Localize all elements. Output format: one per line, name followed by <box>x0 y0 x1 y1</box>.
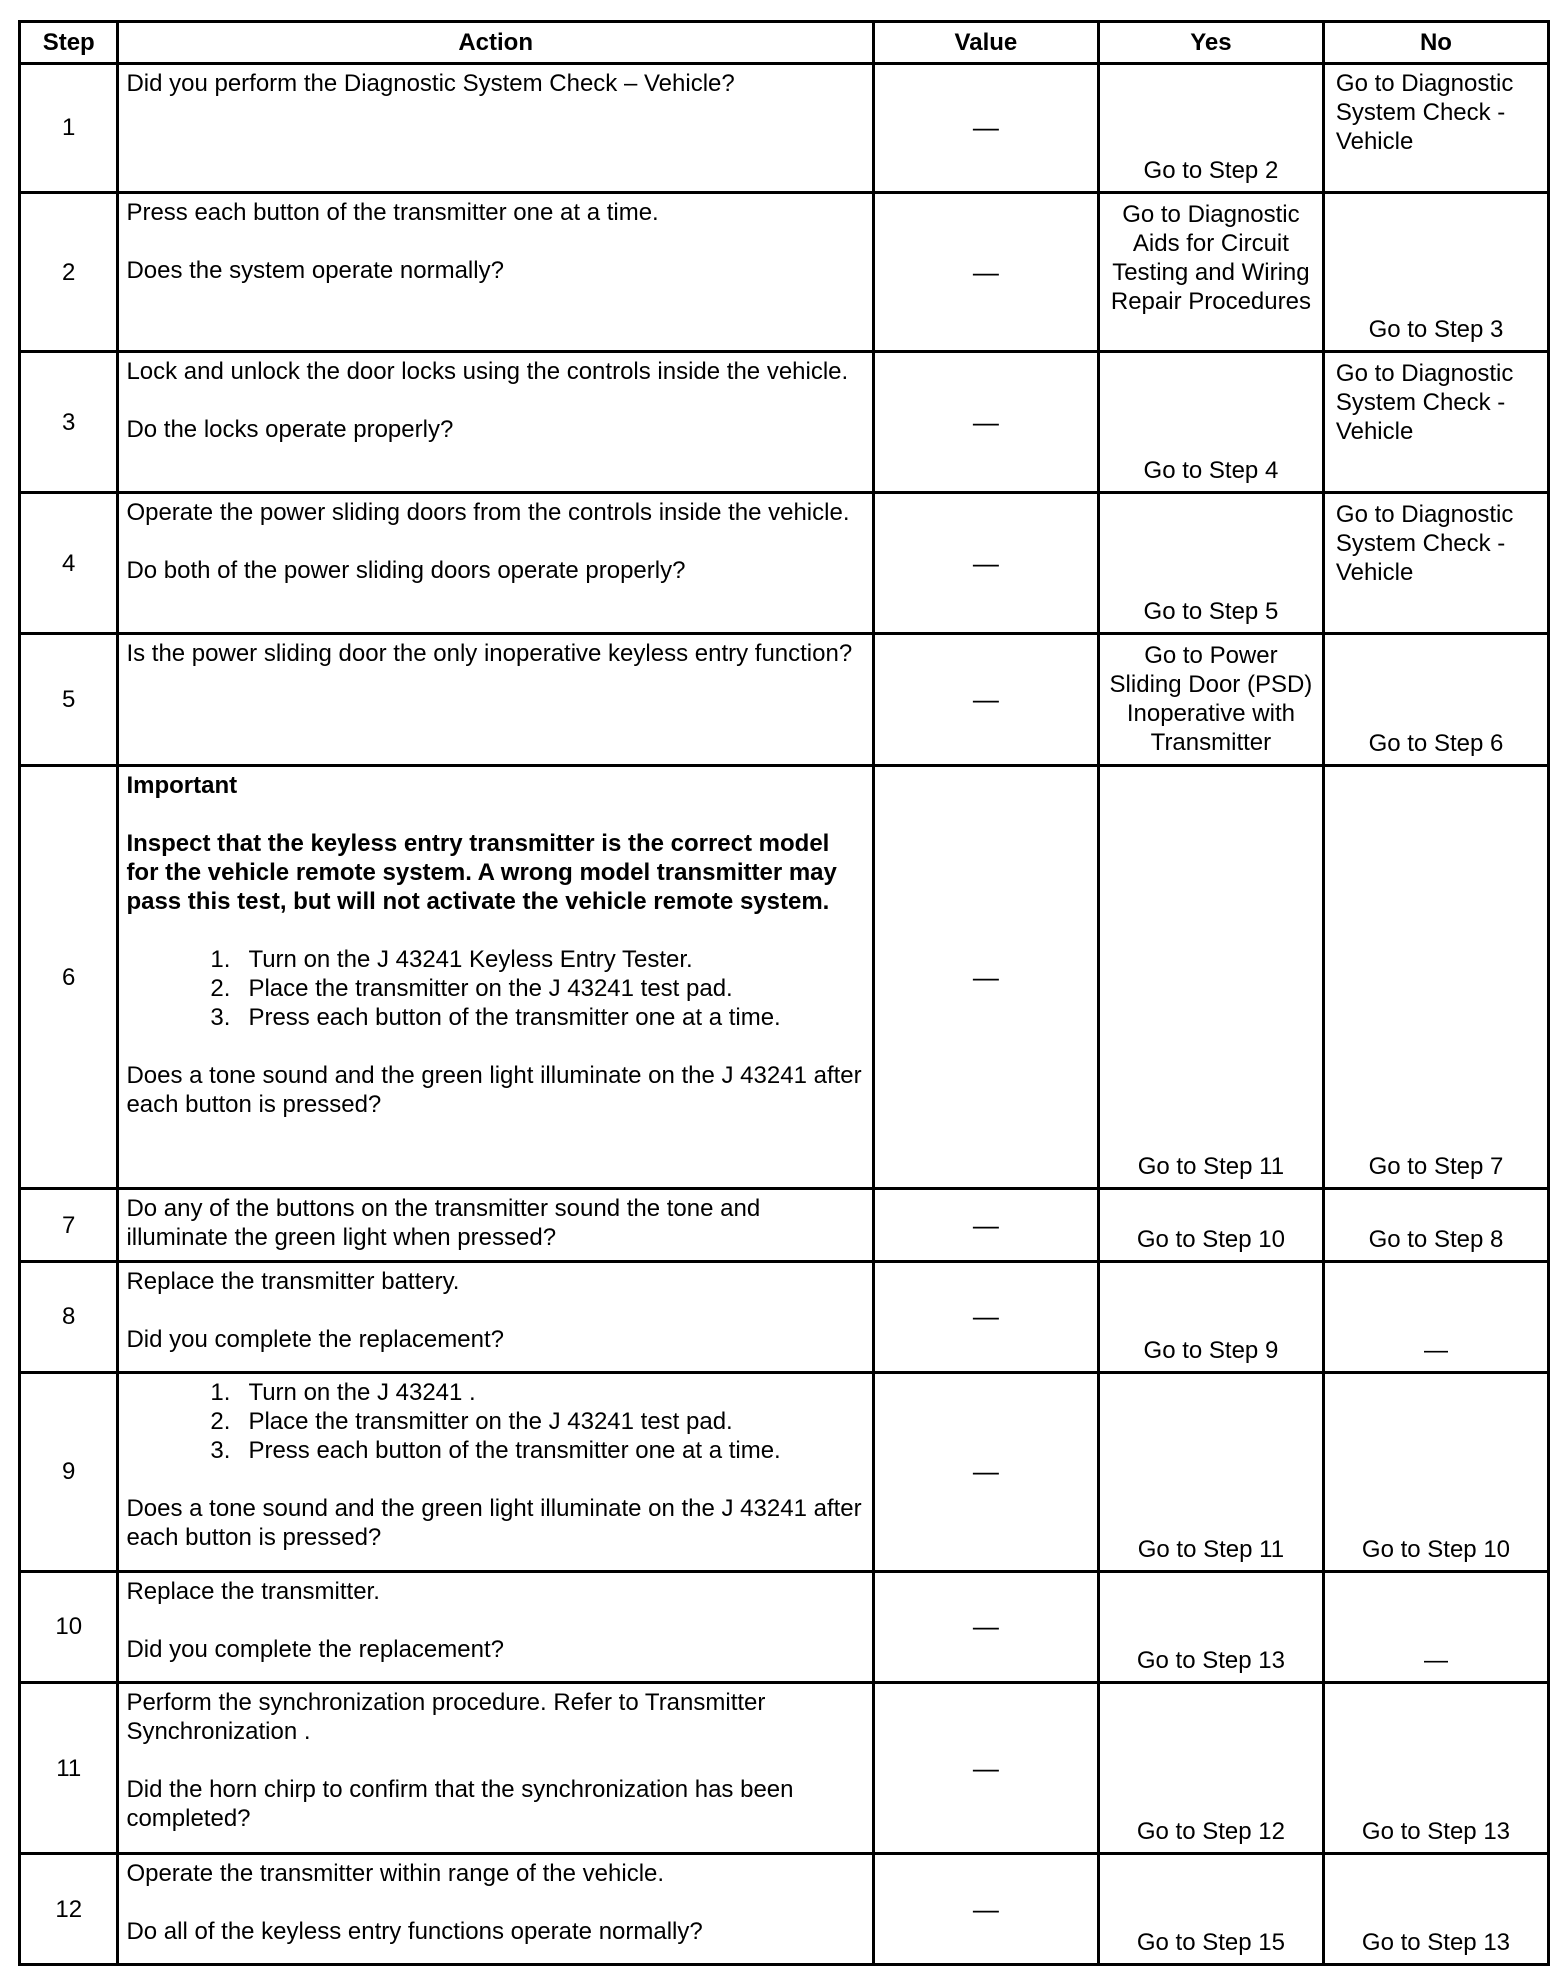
table-row <box>20 1189 1549 1262</box>
value-cell: — <box>873 1189 1098 1262</box>
yes-cell: Go to Step 4 <box>1098 352 1323 493</box>
list-number: 1. <box>210 1378 231 1406</box>
list-number: 2. <box>210 975 231 1003</box>
diagnostic-table <box>18 20 1550 1966</box>
table-row <box>20 1854 1549 1965</box>
value-cell: — <box>873 352 1098 493</box>
no-cell: — <box>1323 1261 1548 1372</box>
step-number: 6 <box>20 766 118 1189</box>
yes-cell: Go to Step 10 <box>1098 1189 1323 1262</box>
value-cell: — <box>873 1572 1098 1683</box>
yes-cell: Go to Step 2 <box>1098 64 1323 193</box>
list-text: Place the transmitter on the J 43241 test pad. <box>248 975 733 1003</box>
list-number: 3. <box>210 1436 231 1464</box>
step-number: 10 <box>20 1572 118 1683</box>
action-text: Did you perform the Diagnostic System Check – Vehicle? <box>126 70 735 97</box>
yes-cell: Go to Power Sliding Door (PSD) Inoperative with Transmitter <box>1098 634 1323 766</box>
action-cell <box>118 1372 873 1571</box>
important-heading: Important <box>126 772 238 800</box>
value-cell: — <box>873 493 1098 634</box>
action-text: Operate the power sliding doors from the controls inside the vehicle. <box>126 499 850 527</box>
action-text: Perform the synchronization procedure. Refer to Transmitter Synchronization . <box>126 1688 766 1745</box>
step-number: 9 <box>20 1372 118 1571</box>
step-number: 12 <box>20 1854 118 1965</box>
action-question: Did you complete the replacement? <box>126 1325 504 1353</box>
yes-cell: Go to Step 9 <box>1098 1261 1323 1372</box>
table-row <box>20 1372 1549 1571</box>
value-cell: — <box>873 634 1098 766</box>
action-text: Do any of the buttons on the transmitter sound the tone and illuminate the green light when pressed? <box>126 1195 761 1252</box>
no-text: Go to Diagnostic System Check - Vehicle <box>1335 360 1514 446</box>
no-cell: — <box>1323 1572 1548 1683</box>
yes-cell: Go to Step 12 <box>1098 1682 1323 1853</box>
action-question: Did you complete the replacement? <box>126 1636 504 1664</box>
value-cell: — <box>873 1682 1098 1853</box>
table-row <box>20 64 1549 193</box>
list-text: Place the transmitter on the J 43241 test pad. <box>248 1407 733 1435</box>
step-number: 7 <box>20 1189 118 1262</box>
no-cell: Go to Step 13 <box>1323 1682 1548 1853</box>
action-text: Lock and unlock the door locks using the controls inside the vehicle. <box>126 358 849 386</box>
action-cell <box>118 766 873 1189</box>
table-row <box>20 1261 1549 1372</box>
action-cell <box>118 1854 873 1965</box>
no-cell <box>1323 352 1548 493</box>
no-cell: Go to Step 8 <box>1323 1189 1548 1262</box>
header-action: Action <box>118 22 873 64</box>
header-yes: Yes <box>1098 22 1323 64</box>
value-cell: — <box>873 1372 1098 1571</box>
no-text: Go to Diagnostic System Check - Vehicle <box>1335 501 1514 587</box>
no-cell: Go to Step 13 <box>1323 1854 1548 1965</box>
action-cell <box>118 1682 873 1853</box>
list-text: Press each button of the transmitter one at a time. <box>248 1436 781 1464</box>
action-question: Does a tone sound and the green light illuminate on the J 43241 after each button is pressed? <box>126 1062 862 1119</box>
step-number: 2 <box>20 192 118 351</box>
yes-cell: Go to Step 11 <box>1098 766 1323 1189</box>
list-text: Press each button of the transmitter one at a time. <box>248 1004 781 1032</box>
action-text: Is the power sliding door the only inoperative keyless entry function? <box>126 640 853 668</box>
no-cell: Go to Step 7 <box>1323 766 1548 1189</box>
value-cell: — <box>873 192 1098 351</box>
action-cell <box>118 192 873 351</box>
action-cell <box>118 64 873 193</box>
header-no: No <box>1323 22 1548 64</box>
yes-cell: Go to Diagnostic Aids for Circuit Testing and Wiring Repair Procedures <box>1098 192 1323 351</box>
step-number: 5 <box>20 634 118 766</box>
action-question: Did the horn chirp to confirm that the synchronization has been completed? <box>126 1775 794 1832</box>
step-number: 3 <box>20 352 118 493</box>
list-number: 1. <box>210 946 231 974</box>
action-text: Replace the transmitter battery. <box>126 1267 460 1295</box>
list-number: 3. <box>210 1004 231 1032</box>
action-cell <box>118 1572 873 1683</box>
procedure-list <box>126 1378 864 1465</box>
table-row <box>20 1572 1549 1683</box>
value-cell: — <box>873 64 1098 193</box>
step-number: 1 <box>20 64 118 193</box>
list-item <box>126 974 864 1003</box>
procedure-list <box>126 945 864 1032</box>
value-cell: — <box>873 1261 1098 1372</box>
action-cell <box>118 352 873 493</box>
action-cell <box>118 1261 873 1372</box>
list-item <box>126 945 864 974</box>
step-number: 4 <box>20 493 118 634</box>
header-step: Step <box>20 22 118 64</box>
table-row <box>20 352 1549 493</box>
no-cell: Go to Step 6 <box>1323 634 1548 766</box>
table-row <box>20 192 1549 351</box>
list-item <box>126 1407 864 1436</box>
no-cell <box>1323 493 1548 634</box>
action-text: Press each button of the transmitter one at a time. <box>126 198 659 226</box>
action-cell <box>118 493 873 634</box>
list-number: 2. <box>210 1407 231 1435</box>
action-question: Does a tone sound and the green light illuminate on the J 43241 after each button is pressed? <box>126 1494 862 1551</box>
table-row <box>20 766 1549 1189</box>
list-item <box>126 1003 864 1032</box>
yes-cell: Go to Step 5 <box>1098 493 1323 634</box>
no-cell <box>1323 64 1548 193</box>
no-cell: Go to Step 3 <box>1323 192 1548 351</box>
step-number: 11 <box>20 1682 118 1853</box>
header-row <box>20 22 1549 64</box>
list-text: Turn on the J 43241 Keyless Entry Tester. <box>248 946 693 974</box>
action-question: Do the locks operate properly? <box>126 416 454 444</box>
action-question: Do all of the keyless entry functions operate normally? <box>126 1918 703 1946</box>
action-cell <box>118 1189 873 1262</box>
action-text: Operate the transmitter within range of the vehicle. <box>126 1860 665 1888</box>
value-cell: — <box>873 1854 1098 1965</box>
yes-cell: Go to Step 11 <box>1098 1372 1323 1571</box>
yes-cell: Go to Step 15 <box>1098 1854 1323 1965</box>
list-item <box>126 1378 864 1407</box>
table-row <box>20 1682 1549 1853</box>
yes-cell: Go to Step 13 <box>1098 1572 1323 1683</box>
header-value: Value <box>873 22 1098 64</box>
table-row <box>20 493 1549 634</box>
action-text: Replace the transmitter. <box>126 1578 380 1606</box>
action-question: Do both of the power sliding doors operate properly? <box>126 557 686 585</box>
no-cell: Go to Step 10 <box>1323 1372 1548 1571</box>
action-cell <box>118 634 873 766</box>
no-text: Go to Diagnostic System Check - Vehicle <box>1335 70 1514 155</box>
list-text: Turn on the J 43241 . <box>248 1378 476 1406</box>
action-question: Does the system operate normally? <box>126 256 504 284</box>
list-item <box>126 1436 864 1465</box>
important-note: Inspect that the keyless entry transmitter is the correct model for the vehicle remote system. A wrong model transmitter may pass this test, but will not activate the vehicle remote system. <box>126 830 837 916</box>
table-row <box>20 634 1549 766</box>
step-number: 8 <box>20 1261 118 1372</box>
value-cell: — <box>873 766 1098 1189</box>
